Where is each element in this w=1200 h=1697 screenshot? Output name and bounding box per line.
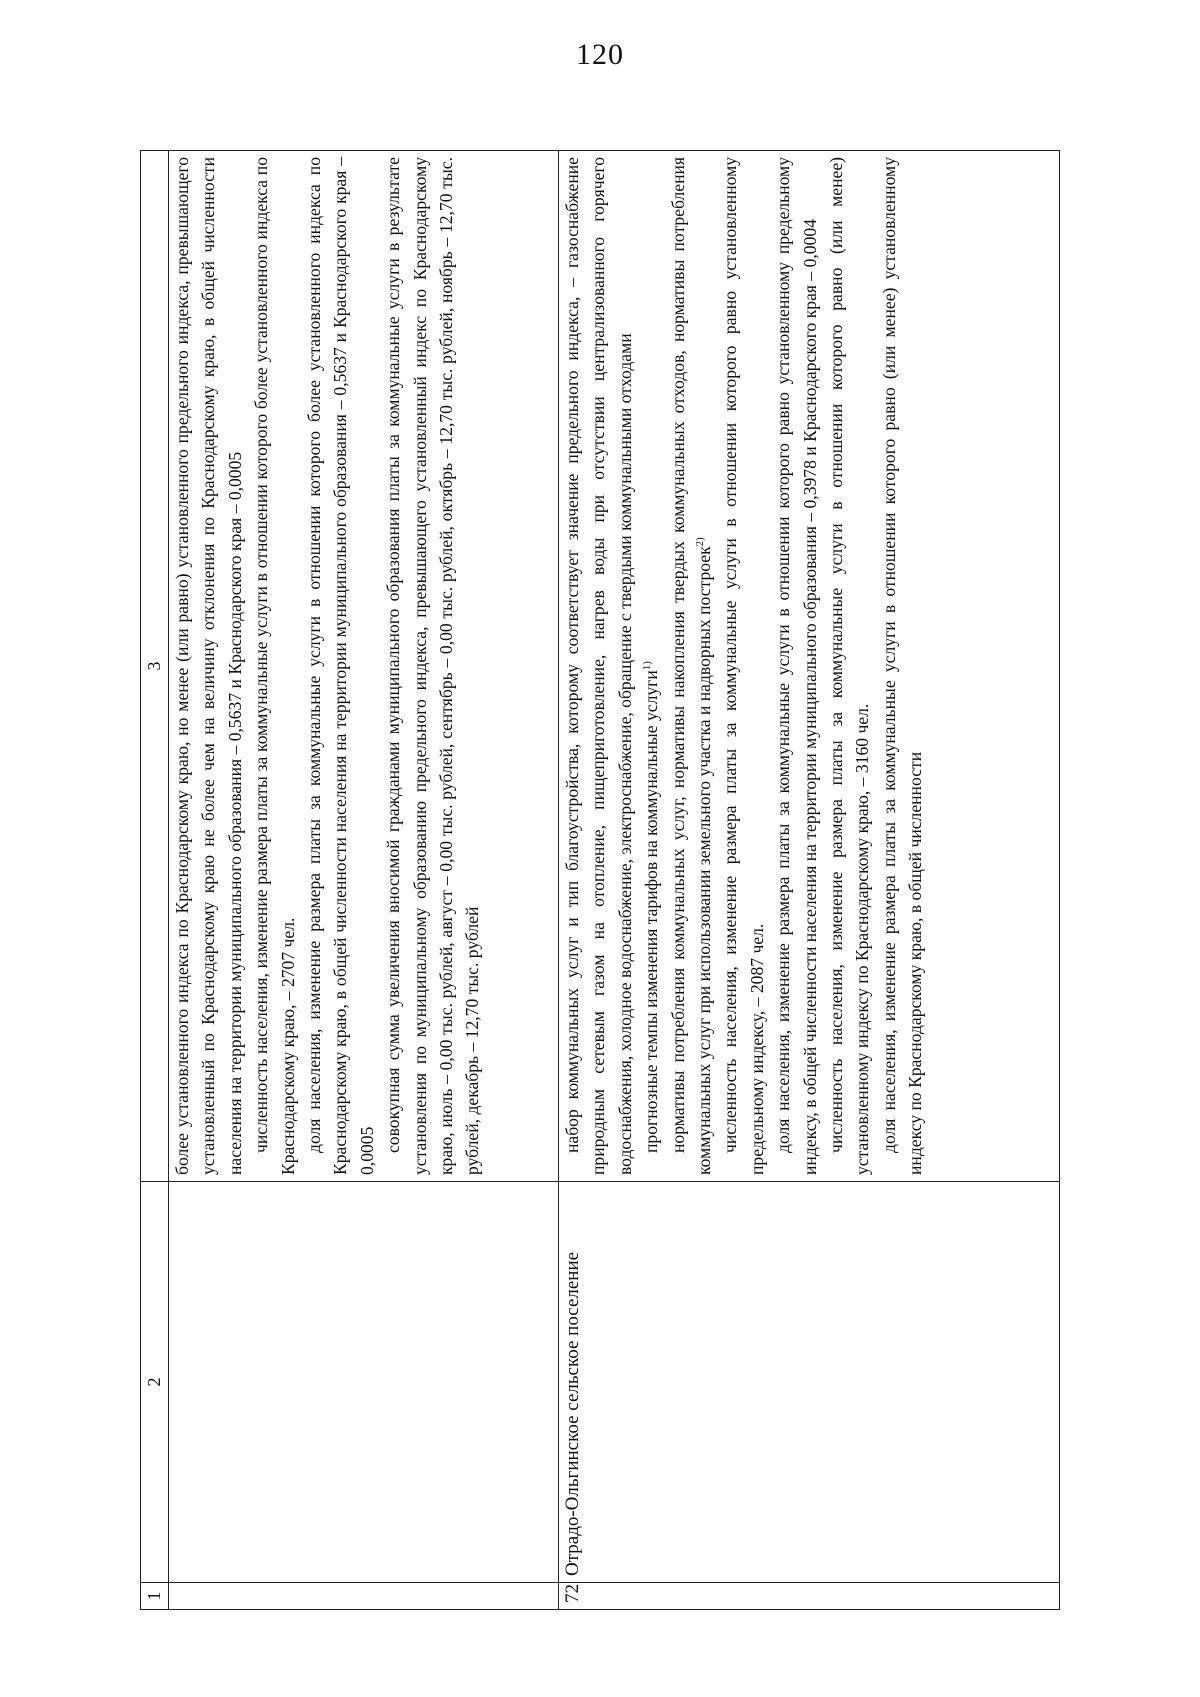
paragraph: численность населения, изменение размера платы за коммунальные услуги в отношении которого равно установленному предельному индексу, – 2087 чел. — [720, 157, 767, 1175]
header-col-1: 1 — [141, 1583, 169, 1610]
table-header-row — [141, 151, 169, 1610]
row-description — [169, 151, 559, 1182]
row-name — [169, 1182, 559, 1583]
row-number: 72 — [559, 1583, 1060, 1610]
paragraph-text: нормативы потребления коммунальных услуг, нормативы накопления твердых коммунальных отходов, нормативы потребления коммунальных услуг при использовании земельного участка и надворных построек — [667, 157, 714, 1175]
rotated-table-container — [140, 150, 1060, 1610]
footnote-ref: 1) — [641, 661, 654, 671]
row-name: Отрадо-Ольгинское сельское поселение — [559, 1182, 1060, 1583]
paragraph-text: прогнозные темпы изменения тарифов на коммунальные услуги — [641, 670, 662, 1153]
data-table — [140, 150, 1060, 1610]
paragraph: доля населения, изменение размера платы за коммунальные услуги в отношении которого более установленного индекса по Краснодарскому краю, в общей численности населения на территории муниципального образования – 0,5637 и Краснодарского края – 0,0005 — [303, 157, 377, 1175]
row-number — [169, 1583, 559, 1610]
page-number: 120 — [576, 38, 624, 71]
paragraph: набор коммунальных услуг и тип благоустройства, которому соответствует значение предельного индекса, – газоснабжение природным сетевым газом на отопление, пищеприготовление, нагрев воды при отсутствии централизованного горячего водоснабжения, холодное водоснабжение, электроснабжение, обращение с твердыми коммунальными отходами — [562, 157, 635, 1175]
paragraph — [638, 157, 664, 1175]
paragraph: численность населения, изменение размера платы за коммунальные услуги в отношении которого более установленного индекса по Краснодарскому краю, – 2707 чел. — [251, 157, 298, 1175]
paragraph: численность населения, изменение размера платы за коммунальные услуги в отношении которого равно (или менее) установленному индексу по Краснодарскому краю, – 3160 чел. — [825, 157, 873, 1175]
paragraph — [665, 157, 718, 1175]
paragraph: доля населения, изменение размера платы за коммунальные услуги в отношении которого равно (или менее) установленному индексу по Краснодарскому краю, в общей численности — [878, 157, 926, 1175]
paragraph: доля населения, изменение размера платы за коммунальные услуги в отношении которого равно установленному предельному индексу, в общей численности населения на территории муниципального образования – 0,3978 и Краснодарского края – 0,0004 — [773, 157, 820, 1175]
header-col-3: 3 — [141, 151, 169, 1182]
row-description — [559, 151, 1060, 1182]
paragraph: более установленного индекса по Краснодарскому краю, но менее (или равно) установленного предельного индекса, превышающего установленный по Краснодарскому краю не более чем на величину отклонения по Краснодарскому краю, в общей численности населения на территории муниципального образования – 0,5637 и Краснодарского края – 0,0005 — [172, 157, 245, 1175]
table-row — [169, 151, 559, 1610]
header-col-2: 2 — [141, 1182, 169, 1583]
paragraph: совокупная сумма увеличения вносимой гражданами муниципального образования платы за коммунальные услуги в результате установления по муниципальному образованию предельного индекса, превышающего установленный индекс по Краснодарскому краю, июль – 0,00 тыс. рублей, август – 0,00 тыс. рублей, сентябрь – 0,00 тыс. рублей, октябрь – 12,70 тыс. рублей, ноябрь – 12,70 тыс. рублей, декабрь – 12,70 тыс. рублей — [383, 157, 483, 1175]
footnote-ref: 2) — [694, 537, 707, 547]
table-row — [559, 151, 1060, 1610]
